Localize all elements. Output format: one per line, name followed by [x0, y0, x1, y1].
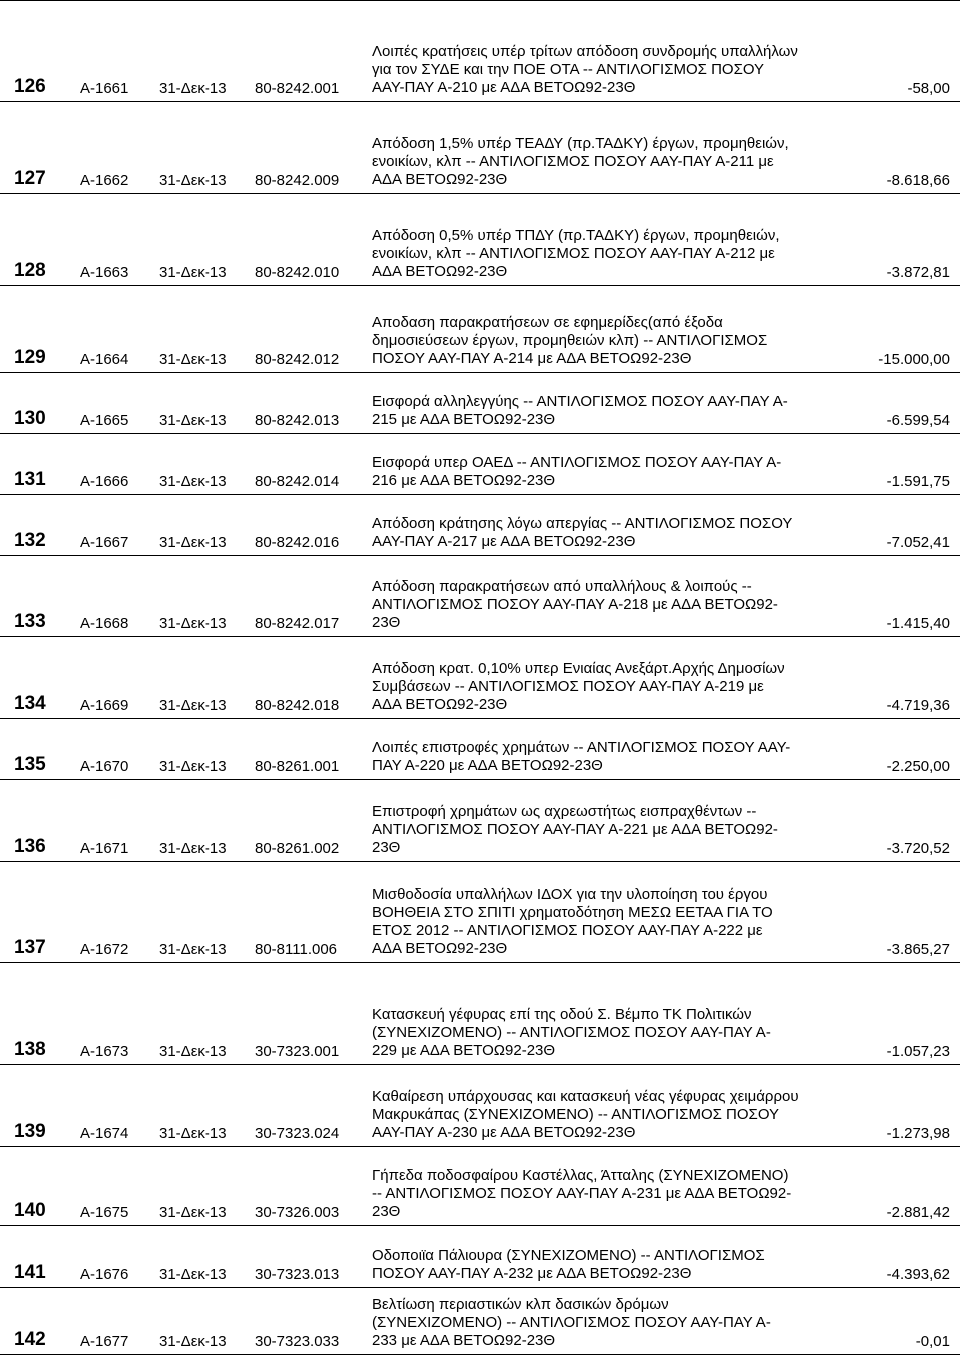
voucher-code: Α-1667 [80, 534, 129, 551]
row-number: 140 [14, 1200, 46, 1221]
voucher-code: Α-1673 [80, 1043, 129, 1060]
description-line: (ΣΥΝΕΧΙΖΟΜΕΝΟ) -- ΑΝΤΙΛΟΓΙΣΜΟΣ ΠΟΣΟΥ ΑΑΥ-ΠΑΥ Α- [372, 1314, 771, 1331]
account-code: 80-8242.014 [255, 473, 340, 490]
description-line: ΠΑΥ Α-220 με ΑΔΑ ΒΕΤΟΩ92-23Θ [372, 757, 603, 774]
account-code: 80-8242.018 [255, 697, 340, 714]
row-number: 141 [14, 1262, 46, 1283]
table-row [0, 1288, 960, 1355]
amount: -15.000,00 [878, 351, 950, 368]
description-line: Μισθοδοσία υπαλλήλων ΙΔΟΧ για την υλοποίηση του έργου [372, 886, 768, 903]
table-row [0, 637, 960, 719]
description-line: 23Θ [372, 839, 401, 856]
account-code: 80-8242.009 [255, 172, 340, 189]
entry-date: 31-Δεκ-13 [159, 697, 227, 714]
row-number: 131 [14, 469, 46, 490]
amount: -1.591,75 [886, 473, 950, 490]
description-line: ενοικίων, κλπ -- ΑΝΤΙΛΟΓΙΣΜΟΣ ΠΟΣΟΥ ΑΑΥ-ΠΑΥ Α-211 με [372, 153, 774, 170]
description [372, 1247, 842, 1283]
row-number: 132 [14, 530, 46, 551]
description [372, 1296, 842, 1350]
description [372, 1006, 842, 1060]
description-line: Οδοποιϊα Πάλιουρα (ΣΥΝΕΧΙΖΟΜΕΝΟ) -- ΑΝΤΙΛΟΓΙΣΜΟΣ [372, 1247, 765, 1264]
description-line: Λοιπές επιστροφές χρημάτων -- ΑΝΤΙΛΟΓΙΣΜΟΣ ΠΟΣΟΥ ΑΑΥ- [372, 739, 791, 756]
account-code: 30-7323.013 [255, 1266, 340, 1283]
description-line: Λοιπές κρατήσεις υπέρ τρίτων απόδοση συνδρομής υπαλλήλων [372, 43, 798, 60]
description-line: ΑΝΤΙΛΟΓΙΣΜΟΣ ΠΟΣΟΥ ΑΑΥ-ΠΑΥ Α-221 με ΑΔΑ ΒΕΤΟΩ92- [372, 821, 778, 838]
description-line: Συμβάσεων -- ΑΝΤΙΛΟΓΙΣΜΟΣ ΠΟΣΟΥ ΑΑΥ-ΠΑΥ Α-219 με [372, 678, 764, 695]
description-line: ΑΔΑ ΒΕΤΟΩ92-23Θ [372, 696, 508, 713]
amount: -3.720,52 [886, 840, 950, 857]
description-line: Μακρυκάπας (ΣΥΝΕΧΙΖΟΜΕΝΟ) -- ΑΝΤΙΛΟΓΙΣΜΟΣ ΠΟΣΟΥ [372, 1106, 780, 1123]
description-line: Απόδοση 1,5% υπέρ ΤΕΑΔΥ (πρ.ΤΑΔΚΥ) έργων, προμηθειών, [372, 135, 789, 152]
table-row [0, 780, 960, 862]
account-code: 80-8242.017 [255, 615, 340, 632]
amount: -2.250,00 [886, 758, 950, 775]
account-code: 80-8242.013 [255, 412, 340, 429]
description-line: 216 με ΑΔΑ ΒΕΤΟΩ92-23Θ [372, 472, 556, 489]
description-line: Καθαίρεση υπάρχουσας και κατασκευή νέας γέφυρας χειμάρρου [372, 1088, 799, 1105]
account-code: 80-8261.001 [255, 758, 340, 775]
entry-date: 31-Δεκ-13 [159, 172, 227, 189]
description-line: για τον ΣΥΔΕ και την ΠΟΕ ΟΤΑ -- ΑΝΤΙΛΟΓΙΣΜΟΣ ΠΟΣΟΥ [372, 61, 765, 78]
row-number: 126 [14, 76, 46, 97]
voucher-code: Α-1661 [80, 80, 129, 97]
description [372, 393, 842, 429]
table-row [0, 286, 960, 373]
description [372, 1167, 842, 1221]
amount: -3.865,27 [886, 941, 950, 958]
amount: -7.052,41 [886, 534, 950, 551]
description-line: δημοσιεύσεων έργων, προμηθειών κλπ) -- ΑΝΤΙΛΟΓΙΣΜΟΣ [372, 332, 768, 349]
entry-date: 31-Δεκ-13 [159, 941, 227, 958]
description [372, 515, 842, 551]
description-line: 23Θ [372, 1203, 401, 1220]
account-code: 80-8242.001 [255, 80, 340, 97]
entry-date: 31-Δεκ-13 [159, 1125, 227, 1142]
description-line: Βελτίωση περιαστικών κλπ δασικών δρόμων [372, 1296, 669, 1313]
voucher-code: Α-1664 [80, 351, 129, 368]
row-number: 133 [14, 611, 46, 632]
account-code: 80-8261.002 [255, 840, 340, 857]
description-line: ΠΟΣΟΥ ΑΑΥ-ΠΑΥ Α-214 με ΑΔΑ ΒΕΤΟΩ92-23Θ [372, 350, 692, 367]
entry-date: 31-Δεκ-13 [159, 1043, 227, 1060]
entry-date: 31-Δεκ-13 [159, 1204, 227, 1221]
amount: -3.872,81 [886, 264, 950, 281]
description [372, 1088, 842, 1142]
row-number: 127 [14, 168, 46, 189]
description-line: ΒΟΗΘΕΙΑ ΣΤΟ ΣΠΙΤΙ χρηματοδότηση ΜΕΣΩ ΕΕΤΑΑ ΓΙΑ ΤΟ [372, 904, 773, 921]
description [372, 886, 842, 958]
description-line: ΑΑΥ-ΠΑΥ Α-210 με ΑΔΑ ΒΕΤΟΩ92-23Θ [372, 79, 636, 96]
description [372, 739, 842, 775]
entry-date: 31-Δεκ-13 [159, 412, 227, 429]
entry-date: 31-Δεκ-13 [159, 1333, 227, 1350]
description-line: Αποδαση παρακρατήσεων σε εφημερίδες(από έξοδα [372, 314, 723, 331]
voucher-code: Α-1677 [80, 1333, 129, 1350]
voucher-code: Α-1672 [80, 941, 129, 958]
account-code: 80-8111.006 [255, 941, 338, 958]
row-number: 134 [14, 693, 46, 714]
amount: -4.719,36 [886, 697, 950, 714]
description-line: ενοικίων, κλπ -- ΑΝΤΙΛΟΓΙΣΜΟΣ ΠΟΣΟΥ ΑΑΥ-ΠΑΥ Α-212 με [372, 245, 775, 262]
description-line: Απόδοση παρακρατήσεων από υπαλλήλους & λοιπούς -- [372, 578, 752, 595]
table-row [0, 194, 960, 286]
amount: -1.273,98 [886, 1125, 950, 1142]
description-line: Εισφορά αλληλεγγύης -- ΑΝΤΙΛΟΓΙΣΜΟΣ ΠΟΣΟΥ ΑΑΥ-ΠΑΥ Α- [372, 393, 788, 410]
row-number: 138 [14, 1039, 46, 1060]
row-number: 135 [14, 754, 46, 775]
table-row [0, 1147, 960, 1226]
table-row [0, 719, 960, 780]
row-number: 139 [14, 1121, 46, 1142]
row-number: 128 [14, 260, 46, 281]
account-code: 30-7323.024 [255, 1125, 340, 1142]
amount: -8.618,66 [886, 172, 950, 189]
row-number: 137 [14, 937, 46, 958]
amount: -1.057,23 [886, 1043, 950, 1060]
entry-date: 31-Δεκ-13 [159, 534, 227, 551]
voucher-code: Α-1668 [80, 615, 129, 632]
table-row [0, 0, 960, 102]
entry-date: 31-Δεκ-13 [159, 264, 227, 281]
row-number: 129 [14, 347, 46, 368]
description-line: ΑΔΑ ΒΕΤΟΩ92-23Θ [372, 263, 508, 280]
amount: -4.393,62 [886, 1266, 950, 1283]
description-line: ΑΑΥ-ΠΑΥ Α-217 με ΑΔΑ ΒΕΤΟΩ92-23Θ [372, 533, 636, 550]
amount: -6.599,54 [886, 412, 950, 429]
description [372, 454, 842, 490]
table-row [0, 373, 960, 434]
table-row [0, 102, 960, 194]
entry-date: 31-Δεκ-13 [159, 840, 227, 857]
account-code: 80-8242.010 [255, 264, 340, 281]
table-row [0, 1226, 960, 1288]
entry-date: 31-Δεκ-13 [159, 1266, 227, 1283]
description-line: 215 με ΑΔΑ ΒΕΤΟΩ92-23Θ [372, 411, 556, 428]
account-code: 30-7323.001 [255, 1043, 340, 1060]
description-line: ΑΔΑ ΒΕΤΟΩ92-23Θ [372, 940, 508, 957]
description-line: ΑΑΥ-ΠΑΥ Α-230 με ΑΔΑ ΒΕΤΟΩ92-23Θ [372, 1124, 636, 1141]
description-line: Γήπεδα ποδοσφαίρου Καστέλλας, Άτταλης (ΣΥΝΕΧΙΖΟΜΕΝΟ) [372, 1167, 789, 1184]
description [372, 660, 842, 714]
amount: -58,00 [907, 80, 950, 97]
description-line: ΑΝΤΙΛΟΓΙΣΜΟΣ ΠΟΣΟΥ ΑΑΥ-ΠΑΥ Α-218 με ΑΔΑ ΒΕΤΟΩ92- [372, 596, 778, 613]
voucher-code: Α-1670 [80, 758, 129, 775]
account-code: 80-8242.012 [255, 351, 340, 368]
entry-date: 31-Δεκ-13 [159, 351, 227, 368]
description [372, 803, 842, 857]
account-code: 80-8242.016 [255, 534, 340, 551]
description-line: 23Θ [372, 614, 401, 631]
account-code: 30-7323.033 [255, 1333, 340, 1350]
description-line: Επιστροφή χρημάτων ως αχρεωστήτως εισπραχθέντων -- [372, 803, 757, 820]
voucher-code: Α-1671 [80, 840, 129, 857]
voucher-code: Α-1662 [80, 172, 129, 189]
account-code: 30-7326.003 [255, 1204, 340, 1221]
entry-date: 31-Δεκ-13 [159, 80, 227, 97]
entry-date: 31-Δεκ-13 [159, 615, 227, 632]
description [372, 227, 842, 281]
description [372, 43, 842, 97]
row-number: 130 [14, 408, 46, 429]
description-line: Απόδοση 0,5% υπέρ ΤΠΔΥ (πρ.ΤΑΔΚΥ) έργων, προμηθειών, [372, 227, 780, 244]
description-line: -- ΑΝΤΙΛΟΓΙΣΜΟΣ ΠΟΣΟΥ ΑΑΥ-ΠΑΥ Α-231 με ΑΔΑ ΒΕΤΟΩ92- [372, 1185, 792, 1202]
amount: -0,01 [915, 1333, 950, 1350]
table-row [0, 434, 960, 495]
table-row [0, 1065, 960, 1147]
voucher-code: Α-1674 [80, 1125, 129, 1142]
entry-date: 31-Δεκ-13 [159, 473, 227, 490]
table-row [0, 963, 960, 1065]
voucher-code: Α-1676 [80, 1266, 129, 1283]
amount: -2.881,42 [886, 1204, 950, 1221]
description-line: Απόδοση κρατ. 0,10% υπερ Ενιαίας Ανεξάρτ.Αρχής Δημοσίων [372, 660, 785, 677]
description-line: Απόδοση κράτησης λόγω απεργίας -- ΑΝΤΙΛΟΓΙΣΜΟΣ ΠΟΣΟΥ [372, 515, 793, 532]
description-line: (ΣΥΝΕΧΙΖΟΜΕΝΟ) -- ΑΝΤΙΛΟΓΙΣΜΟΣ ΠΟΣΟΥ ΑΑΥ-ΠΑΥ Α- [372, 1024, 771, 1041]
description-line: Εισφορά υπερ ΟΑΕΔ -- ΑΝΤΙΛΟΓΙΣΜΟΣ ΠΟΣΟΥ ΑΑΥ-ΠΑΥ Α- [372, 454, 782, 471]
description [372, 578, 842, 632]
voucher-code: Α-1666 [80, 473, 129, 490]
amount: -1.415,40 [886, 615, 950, 632]
description-line: Κατασκευή γέφυρας επί της οδού Σ. Βέμπο ΤΚ Πολιτικών [372, 1006, 752, 1023]
description [372, 314, 842, 368]
row-number: 136 [14, 836, 46, 857]
voucher-code: Α-1665 [80, 412, 129, 429]
entry-date: 31-Δεκ-13 [159, 758, 227, 775]
row-number: 142 [14, 1329, 46, 1350]
table-row [0, 556, 960, 637]
description-line: 233 με ΑΔΑ ΒΕΤΟΩ92-23Θ [372, 1332, 556, 1349]
description-line: 229 με ΑΔΑ ΒΕΤΟΩ92-23Θ [372, 1042, 556, 1059]
table-row [0, 862, 960, 963]
voucher-code: Α-1669 [80, 697, 129, 714]
voucher-code: Α-1675 [80, 1204, 129, 1221]
description [372, 135, 842, 189]
table-row [0, 495, 960, 556]
description-line: ΑΔΑ ΒΕΤΟΩ92-23Θ [372, 171, 508, 188]
description-line: ΠΟΣΟΥ ΑΑΥ-ΠΑΥ Α-232 με ΑΔΑ ΒΕΤΟΩ92-23Θ [372, 1265, 692, 1282]
voucher-code: Α-1663 [80, 264, 129, 281]
description-line: ΕΤΟΣ 2012 -- ΑΝΤΙΛΟΓΙΣΜΟΣ ΠΟΣΟΥ ΑΑΥ-ΠΑΥ Α-222 με [372, 922, 763, 939]
